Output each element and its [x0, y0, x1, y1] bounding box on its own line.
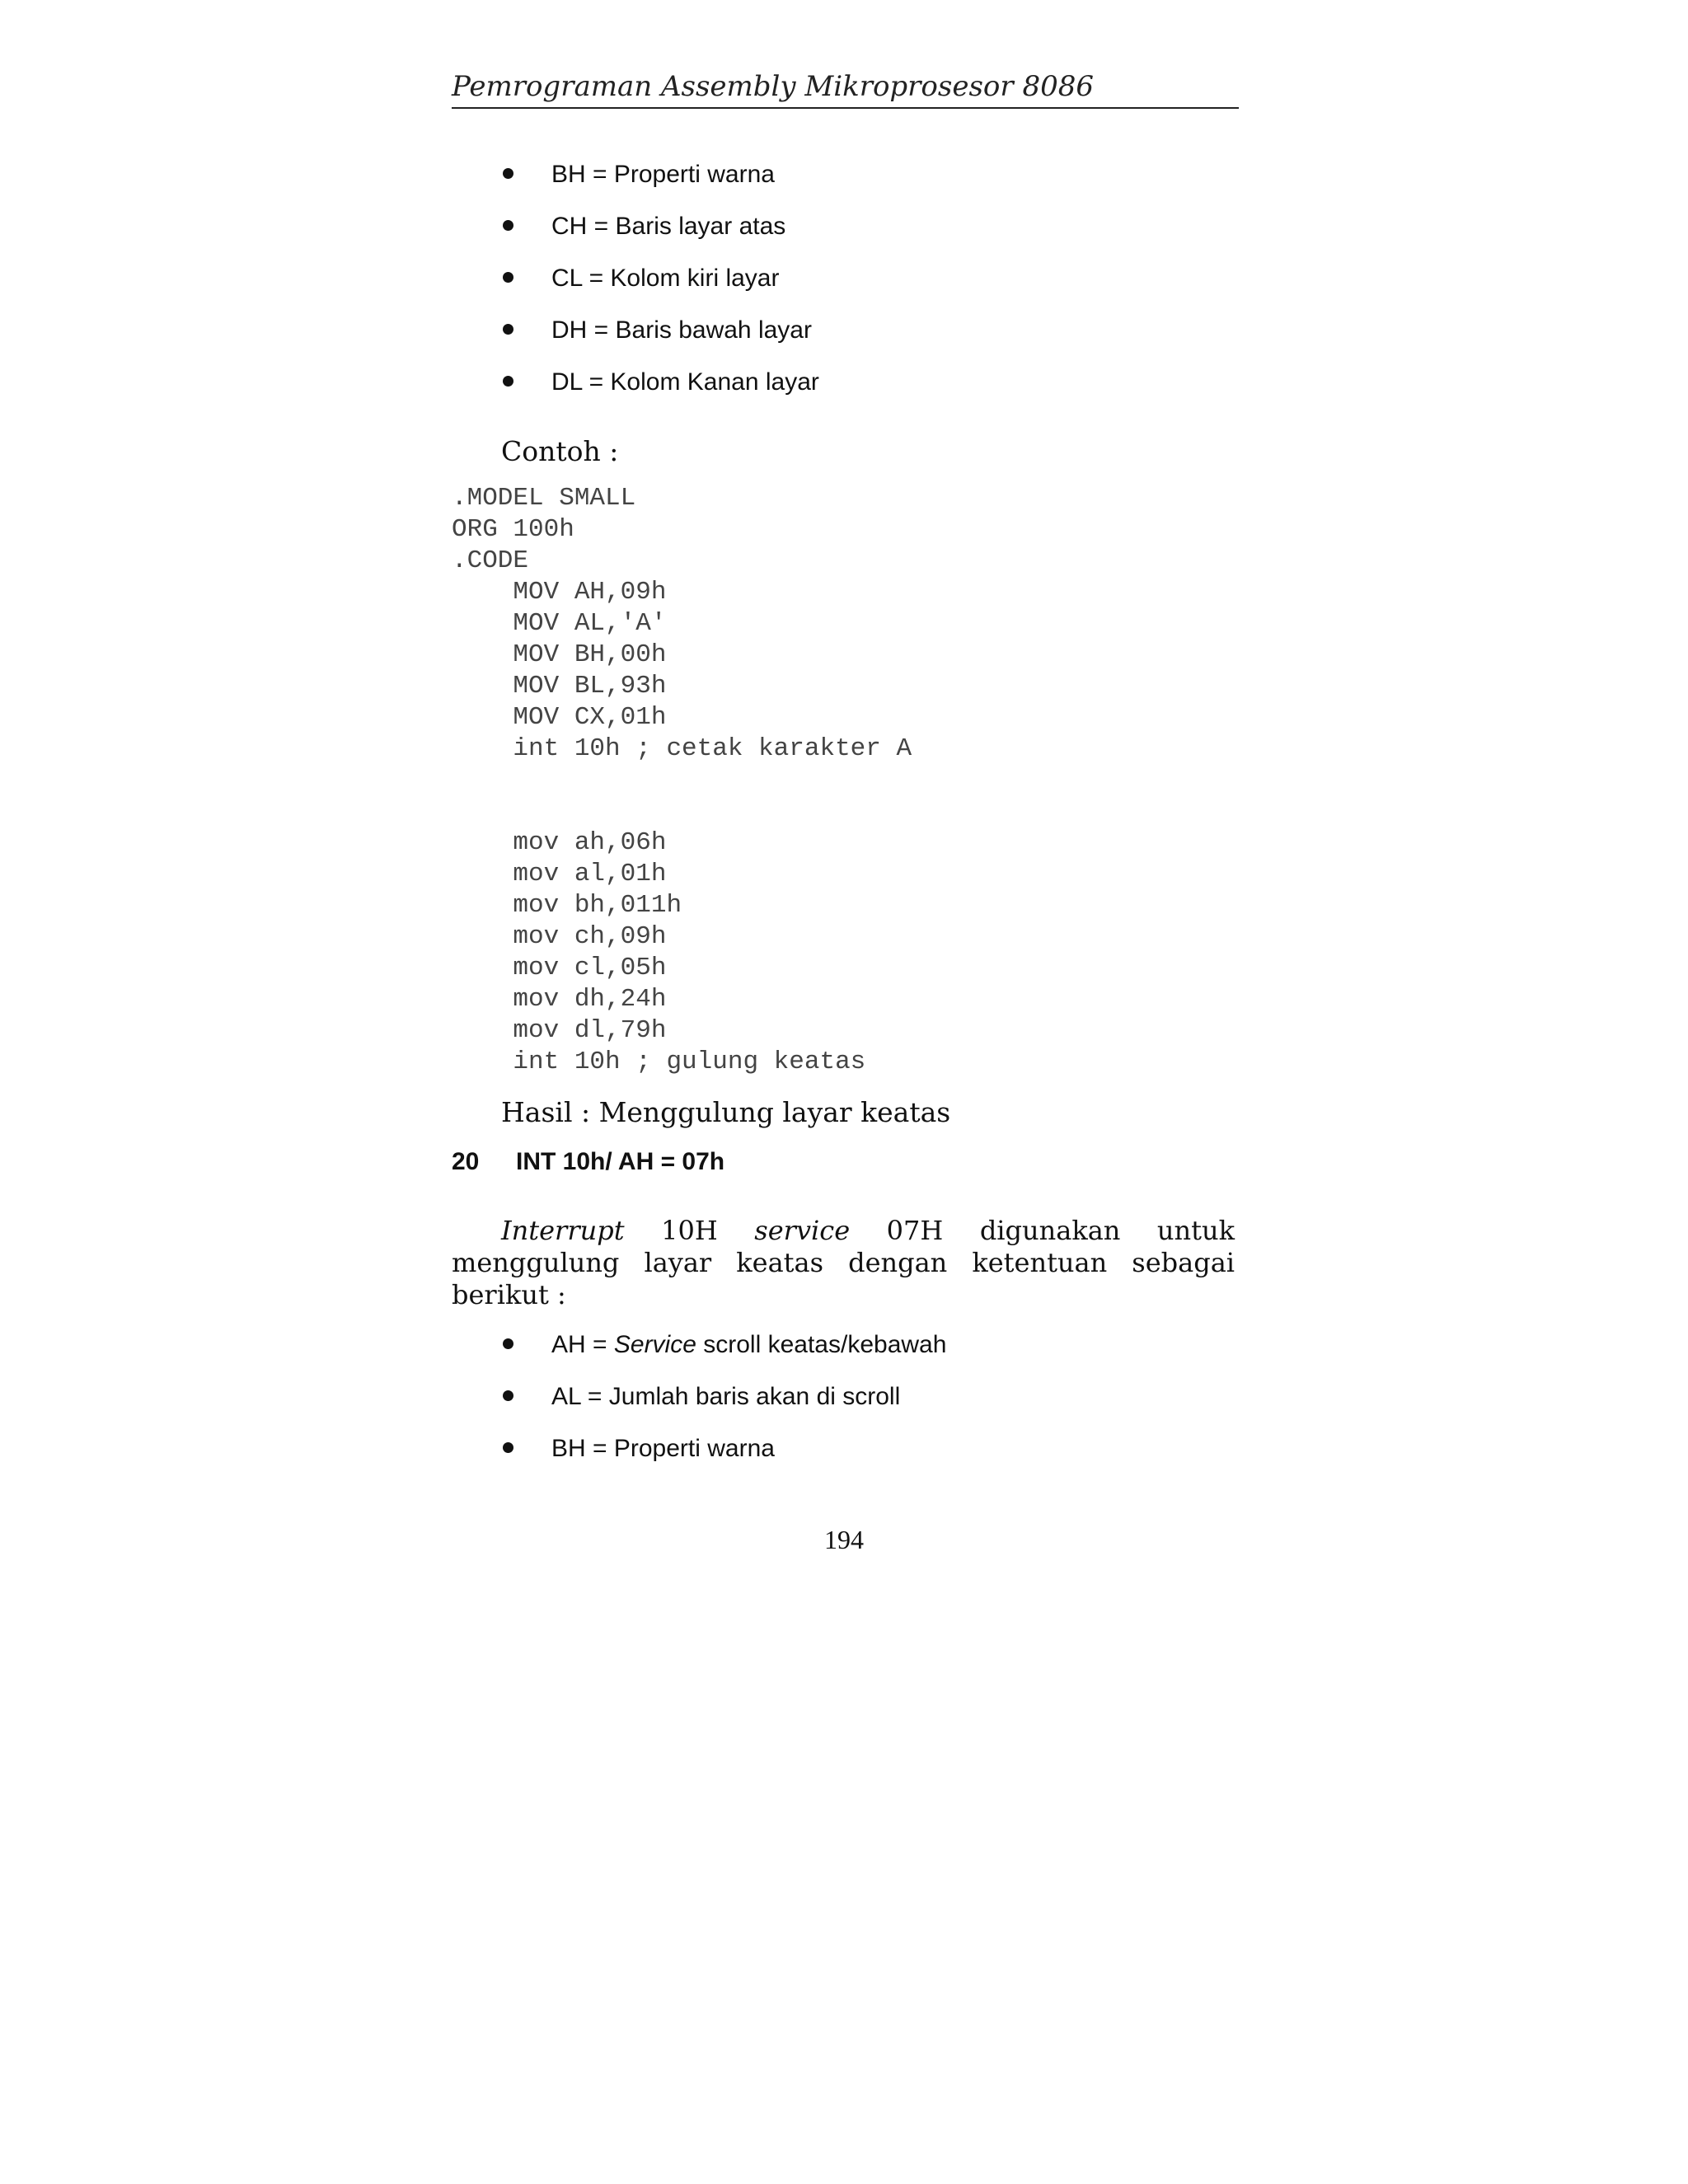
text-10h: 10H	[624, 1215, 755, 1246]
list-item-text: AL = Jumlah baris akan di scroll	[551, 1383, 901, 1410]
register-list-bottom	[452, 1325, 1239, 1481]
list-item	[452, 1377, 1239, 1429]
bullet-icon	[503, 1442, 513, 1453]
paragraph-first-line	[452, 1215, 1235, 1247]
term-interrupt: Interrupt	[501, 1215, 625, 1246]
list-item-text: DH = Baris bawah layar	[551, 316, 812, 344]
list-item-text: BH = Properti warna	[551, 1435, 775, 1462]
list-item-text: DL = Kolom Kanan layar	[551, 368, 819, 396]
list-item	[452, 363, 1239, 415]
list-item-text: BH = Properti warna	[551, 161, 775, 188]
section-title: INT 10h/ AH = 07h	[516, 1148, 725, 1175]
body-paragraph	[452, 1215, 1235, 1311]
list-item	[452, 207, 1239, 259]
list-item	[452, 311, 1239, 363]
list-item	[452, 1325, 1239, 1377]
term-service: service	[754, 1215, 851, 1246]
example-label: Contoh :	[501, 435, 619, 467]
list-item	[452, 155, 1239, 207]
running-header: Pemrograman Assembly Mikroprosesor 8086	[452, 66, 1239, 109]
code-listing: .MODEL SMALL ORG 100h .CODE MOV AH,09h MOV AL,'A' MOV BH,00h MOV BL,93h MOV CX,01h int 10h ; cetak karakter A mov ah,06h mov al,01h mov bh,011h mov ch,09h mov cl,05h mov dh,24h mov dl,79h int 10h ; gulung keatas	[452, 484, 912, 1076]
list-item-text: CH = Baris layar atas	[551, 213, 786, 240]
list-item	[452, 259, 1239, 311]
bullet-icon	[503, 1338, 513, 1349]
result-text: Hasil : Menggulung layar keatas	[501, 1096, 951, 1128]
section-number: 20	[452, 1148, 480, 1175]
bullet-icon	[503, 1390, 513, 1401]
bullet-icon	[503, 376, 513, 387]
paragraph-rest: menggulung layar keatas dengan ketentuan sebagai berikut :	[452, 1247, 1235, 1310]
bullet-icon	[503, 220, 513, 231]
list-item-text: CL = Kolom kiri layar	[551, 265, 780, 292]
bullet-icon	[503, 272, 513, 283]
section-heading	[452, 1144, 724, 1180]
page-number: 194	[824, 1525, 864, 1554]
register-list-top	[452, 155, 1239, 415]
list-item-prefix: AH =	[551, 1331, 614, 1358]
bullet-icon	[503, 168, 513, 179]
list-item	[452, 1429, 1239, 1481]
bullet-icon	[503, 324, 513, 335]
list-item-italic: Service	[613, 1331, 696, 1358]
list-item-suffix: scroll keatas/kebawah	[696, 1331, 947, 1358]
text-line1-rest: 07H digunakan untuk	[850, 1215, 1236, 1246]
